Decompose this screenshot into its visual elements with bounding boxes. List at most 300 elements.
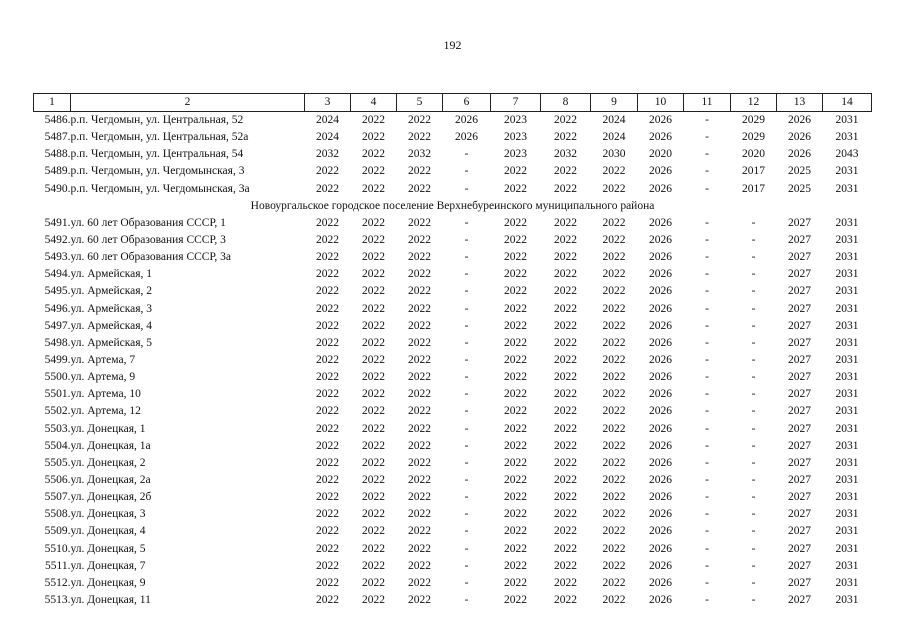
year-cell: 2031 — [835, 319, 859, 332]
year-cell: - — [705, 319, 709, 332]
year-cell: 2022 — [504, 251, 527, 264]
year-cell: 2027 — [788, 319, 811, 332]
year-cell: - — [464, 234, 469, 247]
year-cell: 2022 — [554, 371, 577, 384]
year-cell: 2032 — [316, 148, 339, 161]
year-cell: 2022 — [504, 234, 527, 247]
year-cell: 2027 — [788, 422, 811, 435]
year-cell: 2022 — [316, 594, 339, 606]
address-cell: ул. Донецкая, 3 — [70, 508, 146, 521]
year-cell: 2022 — [362, 422, 385, 435]
year-cell: 2031 — [835, 114, 859, 127]
year-cell: 2026 — [649, 216, 672, 229]
table-row — [34, 215, 872, 232]
year-cell: 2022 — [408, 216, 431, 229]
column-header: 10 — [638, 94, 684, 112]
year-cell: 2030 — [602, 148, 626, 161]
table-row — [34, 369, 872, 386]
table-row — [34, 163, 872, 180]
year-cell: 2022 — [408, 456, 431, 469]
section-heading: Новоургальское городское поселение Верхнебуреинского муниципального района — [250, 199, 655, 212]
year-cell: 2032 — [554, 148, 577, 161]
year-cell: 2022 — [504, 508, 527, 521]
year-cell: - — [464, 388, 469, 401]
year-cell: 2022 — [554, 251, 577, 264]
year-cell: 2022 — [362, 576, 385, 589]
year-cell: 2026 — [455, 131, 478, 144]
year-cell: 2024 — [316, 114, 339, 127]
year-cell: - — [751, 456, 756, 469]
year-cell: 2027 — [788, 405, 811, 418]
year-cell: - — [705, 559, 709, 572]
year-cell: 2022 — [362, 148, 385, 161]
year-cell: - — [464, 594, 469, 606]
address-cell: ул. Артема, 9 — [70, 371, 136, 384]
year-cell: 2023 — [504, 148, 527, 161]
year-cell: - — [464, 251, 469, 264]
year-cell: 2020 — [649, 148, 672, 161]
year-cell: 2022 — [504, 182, 527, 195]
table-row — [34, 146, 872, 163]
year-cell: 2022 — [504, 268, 527, 281]
year-cell: 2043 — [835, 148, 859, 161]
table-row — [34, 352, 872, 369]
year-cell: 2031 — [835, 405, 859, 418]
year-cell: 2022 — [316, 354, 339, 367]
row-number: 5505. — [44, 456, 71, 469]
year-cell: 2022 — [408, 491, 431, 504]
year-cell: 2026 — [649, 268, 672, 281]
table-row — [34, 438, 872, 455]
row-number: 5491. — [44, 216, 71, 229]
year-cell: 2022 — [602, 285, 626, 298]
year-cell: 2031 — [835, 285, 859, 298]
column-header: 11 — [684, 94, 731, 112]
year-cell: 2031 — [835, 456, 859, 469]
year-cell: - — [464, 336, 469, 349]
year-cell: 2031 — [835, 508, 859, 521]
year-cell: 2022 — [554, 422, 577, 435]
year-cell: 2022 — [408, 114, 431, 127]
year-cell: 2031 — [835, 439, 859, 452]
year-cell: - — [705, 388, 709, 401]
year-cell: - — [705, 131, 709, 144]
year-cell: 2026 — [649, 182, 672, 195]
address-cell: ул. Армейская, 3 — [70, 302, 153, 315]
year-cell: 2022 — [362, 336, 385, 349]
year-cell: 2031 — [835, 542, 859, 555]
year-cell: - — [751, 439, 756, 452]
year-cell: 2022 — [408, 576, 431, 589]
row-number: 5509. — [44, 525, 71, 538]
row-number: 5512. — [44, 576, 71, 589]
table-header — [34, 94, 872, 112]
year-cell: 2022 — [408, 422, 431, 435]
table-row — [34, 249, 872, 266]
year-cell: - — [751, 422, 756, 435]
year-cell: 2022 — [316, 285, 339, 298]
year-cell: - — [705, 508, 709, 521]
year-cell: 2022 — [316, 234, 339, 247]
year-cell: 2022 — [362, 319, 385, 332]
table-row — [34, 181, 872, 198]
row-number: 5488. — [44, 148, 71, 161]
year-cell: 2031 — [835, 268, 859, 281]
year-cell: 2022 — [362, 234, 385, 247]
year-cell: 2022 — [602, 456, 626, 469]
year-cell: 2022 — [504, 165, 527, 178]
year-cell: - — [705, 491, 709, 504]
year-cell: 2022 — [602, 525, 626, 538]
year-cell: 2026 — [788, 131, 811, 144]
row-number: 5501. — [44, 388, 71, 401]
year-cell: - — [464, 405, 469, 418]
address-cell: р.п. Чегдомын, ул. Чегдомынская, 3 — [70, 165, 245, 178]
year-cell: 2026 — [649, 251, 672, 264]
year-cell: 2022 — [554, 234, 577, 247]
year-cell: 2027 — [788, 354, 811, 367]
year-cell: 2022 — [504, 456, 527, 469]
year-cell: 2022 — [408, 542, 431, 555]
year-cell: 2022 — [408, 474, 431, 487]
year-cell: 2027 — [788, 216, 811, 229]
year-cell: 2017 — [742, 182, 765, 195]
table-row — [34, 575, 872, 592]
year-cell: 2022 — [554, 268, 577, 281]
year-cell: 2022 — [362, 405, 385, 418]
year-cell: 2022 — [316, 251, 339, 264]
year-cell: 2029 — [742, 114, 765, 127]
year-cell: 2022 — [504, 354, 527, 367]
table-row — [34, 455, 872, 472]
row-number: 5502. — [44, 405, 71, 418]
year-cell: 2022 — [408, 251, 431, 264]
year-cell: 2022 — [362, 216, 385, 229]
year-cell: - — [464, 422, 469, 435]
year-cell: - — [464, 319, 469, 332]
year-cell: 2022 — [602, 302, 626, 315]
year-cell: 2022 — [554, 354, 577, 367]
year-cell: 2027 — [788, 302, 811, 315]
year-cell: - — [705, 336, 709, 349]
table-row — [34, 112, 872, 130]
year-cell: 2022 — [504, 525, 527, 538]
year-cell: 2026 — [649, 508, 672, 521]
year-cell: 2022 — [316, 491, 339, 504]
year-cell: 2027 — [788, 371, 811, 384]
year-cell: 2022 — [362, 525, 385, 538]
year-cell: 2022 — [602, 422, 626, 435]
year-cell: 2022 — [316, 542, 339, 555]
table-row — [34, 335, 872, 352]
year-cell: - — [751, 559, 756, 572]
year-cell: 2027 — [788, 594, 811, 606]
table-row — [34, 472, 872, 489]
year-cell: - — [464, 474, 469, 487]
table-row — [34, 283, 872, 300]
year-cell: 2026 — [649, 474, 672, 487]
year-cell: 2022 — [554, 405, 577, 418]
year-cell: 2022 — [408, 131, 431, 144]
row-number: 5513. — [44, 594, 71, 606]
year-cell: 2022 — [504, 371, 527, 384]
year-cell: - — [751, 336, 756, 349]
year-cell: 2026 — [649, 594, 672, 606]
table-row — [34, 318, 872, 335]
year-cell: 2022 — [504, 491, 527, 504]
year-cell: 2022 — [316, 336, 339, 349]
year-cell: - — [464, 508, 469, 521]
row-number: 5498. — [44, 336, 71, 349]
table-row — [34, 592, 872, 609]
year-cell: 2022 — [316, 508, 339, 521]
year-cell: 2022 — [408, 559, 431, 572]
year-cell: 2022 — [316, 525, 339, 538]
year-cell: - — [751, 319, 756, 332]
address-cell: ул. 60 лет Образования СССР, 1 — [70, 216, 226, 229]
column-header: 8 — [541, 94, 591, 112]
year-cell: 2026 — [649, 371, 672, 384]
year-cell: - — [705, 456, 709, 469]
year-cell: 2022 — [554, 388, 577, 401]
year-cell: 2031 — [835, 182, 859, 195]
year-cell: 2022 — [408, 405, 431, 418]
year-cell: 2031 — [835, 216, 859, 229]
year-cell: 2022 — [362, 302, 385, 315]
year-cell: 2022 — [316, 422, 339, 435]
address-cell: ул. Донецкая, 2а — [70, 474, 151, 487]
year-cell: 2022 — [408, 165, 431, 178]
year-cell: 2022 — [316, 439, 339, 452]
year-cell: 2022 — [362, 508, 385, 521]
year-cell: - — [464, 576, 469, 589]
year-cell: - — [705, 371, 709, 384]
table-row — [34, 386, 872, 403]
year-cell: 2022 — [362, 388, 385, 401]
year-cell: 2022 — [554, 165, 577, 178]
year-cell: 2025 — [788, 182, 811, 195]
year-cell: 2022 — [602, 405, 626, 418]
year-cell: - — [705, 422, 709, 435]
year-cell: 2026 — [788, 114, 811, 127]
year-cell: 2022 — [554, 559, 577, 572]
year-cell: 2022 — [316, 405, 339, 418]
year-cell: - — [705, 594, 709, 606]
address-cell: р.п. Чегдомын, ул. Центральная, 52 — [70, 114, 244, 127]
table-row — [34, 266, 872, 283]
year-cell: - — [464, 491, 469, 504]
year-cell: - — [751, 594, 756, 606]
year-cell: - — [464, 559, 469, 572]
year-cell: 2022 — [362, 542, 385, 555]
year-cell: 2031 — [835, 525, 859, 538]
year-cell: 2022 — [504, 388, 527, 401]
year-cell: 2022 — [554, 456, 577, 469]
year-cell: - — [464, 165, 469, 178]
address-cell: ул. Артема, 12 — [70, 405, 141, 418]
year-cell: 2022 — [602, 182, 626, 195]
column-header: 4 — [351, 94, 397, 112]
year-cell: 2031 — [835, 559, 859, 572]
year-cell: - — [464, 525, 469, 538]
year-cell: 2022 — [362, 456, 385, 469]
row-number: 5508. — [44, 508, 71, 521]
column-header: 9 — [591, 94, 638, 112]
column-header: 5 — [397, 94, 443, 112]
year-cell: 2027 — [788, 234, 811, 247]
year-cell: 2022 — [316, 319, 339, 332]
year-cell: 2024 — [316, 131, 339, 144]
year-cell: 2026 — [649, 576, 672, 589]
year-cell: 2022 — [362, 285, 385, 298]
year-cell: 2022 — [602, 559, 626, 572]
year-cell: 2022 — [504, 319, 527, 332]
year-cell: 2022 — [554, 576, 577, 589]
year-cell: 2022 — [554, 439, 577, 452]
year-cell: - — [705, 302, 709, 315]
table-row — [34, 301, 872, 318]
year-cell: 2027 — [788, 474, 811, 487]
year-cell: 2022 — [602, 216, 626, 229]
address-cell: ул. Армейская, 1 — [70, 268, 153, 281]
year-cell: 2022 — [362, 559, 385, 572]
year-cell: - — [705, 234, 709, 247]
year-cell: 2022 — [316, 576, 339, 589]
year-cell: 2032 — [408, 148, 431, 161]
address-cell: ул. Артема, 10 — [70, 388, 141, 401]
year-cell: - — [751, 234, 756, 247]
row-number: 5486. — [44, 114, 71, 127]
year-cell: - — [751, 576, 756, 589]
year-cell: - — [751, 542, 756, 555]
table-body — [34, 112, 872, 610]
year-cell: 2022 — [362, 594, 385, 606]
year-cell: 2022 — [316, 474, 339, 487]
year-cell: 2022 — [408, 508, 431, 521]
year-cell: - — [464, 182, 469, 195]
address-cell: ул. Донецкая, 1а — [70, 439, 151, 452]
table-row — [34, 541, 872, 558]
year-cell: 2022 — [408, 319, 431, 332]
year-cell: 2022 — [602, 234, 626, 247]
table-row — [34, 403, 872, 420]
year-cell: 2022 — [554, 182, 577, 195]
year-cell: 2022 — [316, 559, 339, 572]
year-cell: 2027 — [788, 336, 811, 349]
address-cell: р.п. Чегдомын, ул. Центральная, 54 — [70, 148, 244, 161]
year-cell: - — [464, 216, 469, 229]
year-cell: 2022 — [316, 216, 339, 229]
address-cell: ул. 60 лет Образования СССР, 3а — [70, 251, 232, 264]
year-cell: 2022 — [602, 319, 626, 332]
year-cell: - — [751, 508, 756, 521]
row-number: 5494. — [44, 268, 71, 281]
year-cell: 2022 — [362, 371, 385, 384]
year-cell: - — [705, 439, 709, 452]
year-cell: - — [751, 268, 756, 281]
column-header: 12 — [731, 94, 777, 112]
row-number: 5499. — [44, 354, 71, 367]
row-number: 5511. — [45, 559, 71, 572]
year-cell: 2022 — [316, 165, 339, 178]
year-cell: 2022 — [554, 491, 577, 504]
year-cell: - — [705, 354, 709, 367]
year-cell: - — [751, 302, 756, 315]
year-cell: - — [751, 491, 756, 504]
year-cell: 2022 — [316, 268, 339, 281]
year-cell: 2027 — [788, 559, 811, 572]
year-cell: - — [464, 302, 469, 315]
year-cell: 2027 — [788, 439, 811, 452]
year-cell: 2026 — [649, 302, 672, 315]
year-cell: 2022 — [602, 251, 626, 264]
year-cell: 2022 — [554, 594, 577, 606]
year-cell: 2027 — [788, 491, 811, 504]
year-cell: - — [705, 542, 709, 555]
column-header: 2 — [71, 94, 305, 112]
year-cell: 2022 — [504, 474, 527, 487]
address-cell: р.п. Чегдомын, ул. Центральная, 52а — [70, 131, 249, 144]
year-cell: 2031 — [835, 491, 859, 504]
year-cell: 2022 — [362, 354, 385, 367]
year-cell: 2027 — [788, 251, 811, 264]
year-cell: 2026 — [649, 114, 672, 127]
year-cell: 2022 — [362, 474, 385, 487]
year-cell: 2022 — [554, 542, 577, 555]
year-cell: 2026 — [788, 148, 811, 161]
year-cell: - — [751, 354, 756, 367]
year-cell: 2027 — [788, 268, 811, 281]
year-cell: - — [751, 285, 756, 298]
address-cell: ул. Донецкая, 5 — [70, 542, 146, 555]
year-cell: 2026 — [649, 131, 672, 144]
year-cell: 2022 — [362, 182, 385, 195]
year-cell: - — [751, 405, 756, 418]
year-cell: 2022 — [362, 165, 385, 178]
table-row — [34, 506, 872, 523]
year-cell: 2022 — [504, 439, 527, 452]
year-cell: - — [751, 216, 756, 229]
year-cell: 2022 — [408, 371, 431, 384]
year-cell: 2026 — [649, 456, 672, 469]
year-cell: 2026 — [649, 491, 672, 504]
year-cell: 2027 — [788, 508, 811, 521]
year-cell: - — [705, 576, 709, 589]
year-cell: 2026 — [649, 405, 672, 418]
year-cell: 2022 — [554, 114, 577, 127]
year-cell: - — [751, 474, 756, 487]
year-cell: - — [705, 525, 709, 538]
year-cell: 2031 — [835, 388, 859, 401]
address-cell: ул. Донецкая, 2 — [70, 456, 146, 469]
year-cell: 2031 — [835, 302, 859, 315]
year-cell: 2027 — [788, 388, 811, 401]
year-cell: - — [751, 525, 756, 538]
year-cell: 2026 — [649, 319, 672, 332]
year-cell: - — [705, 148, 709, 161]
year-cell: 2026 — [649, 542, 672, 555]
page-number: 192 — [443, 38, 462, 52]
year-cell: - — [705, 182, 709, 195]
column-header: 1 — [34, 94, 71, 112]
year-cell: 2031 — [835, 354, 859, 367]
year-cell: - — [464, 354, 469, 367]
year-cell: 2022 — [504, 302, 527, 315]
year-cell: 2022 — [602, 491, 626, 504]
year-cell: 2022 — [602, 474, 626, 487]
year-cell: 2022 — [602, 354, 626, 367]
year-cell: 2022 — [316, 456, 339, 469]
